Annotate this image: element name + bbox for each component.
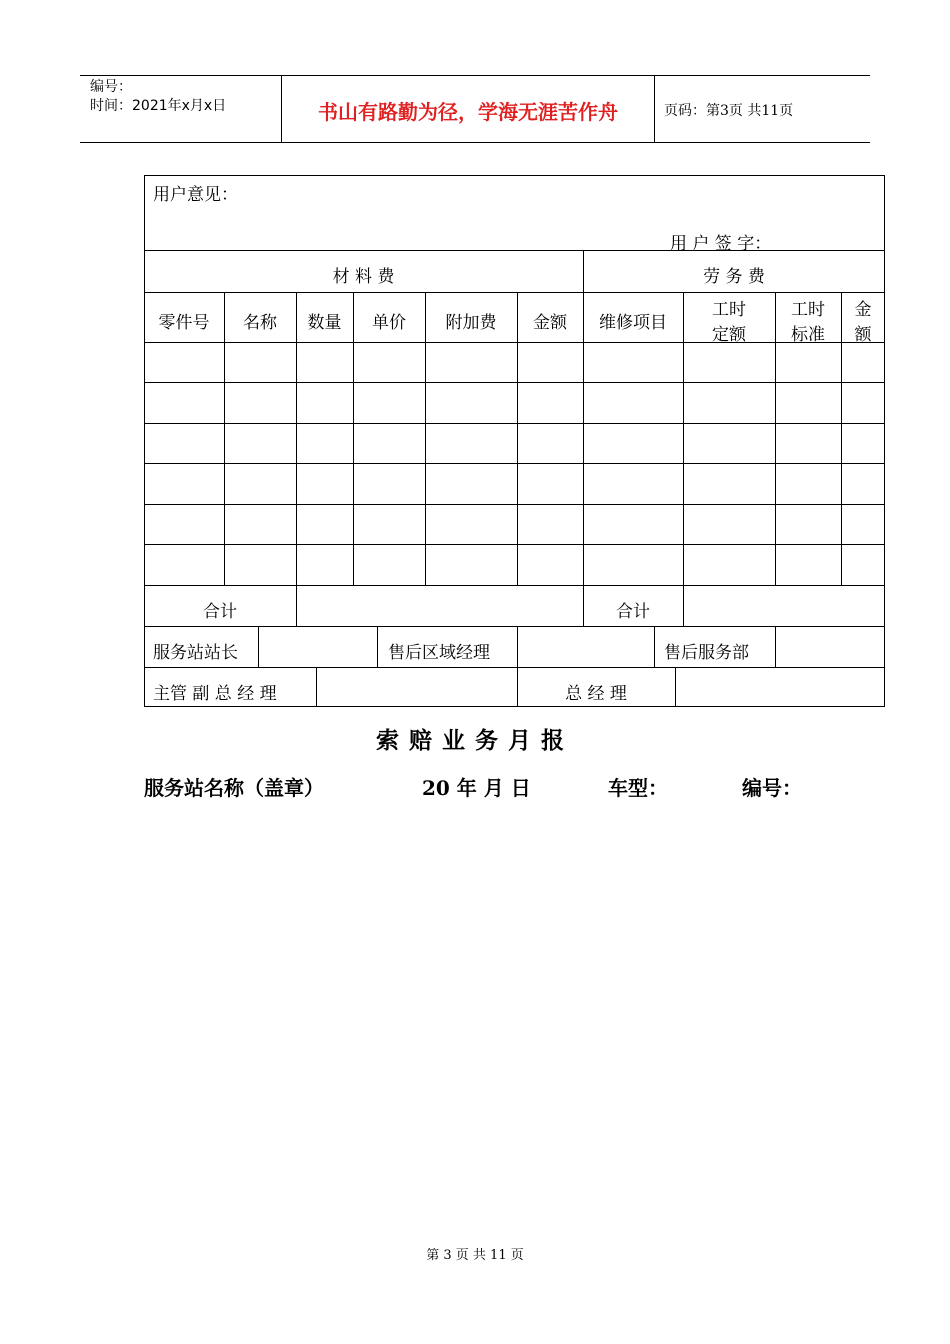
header-page-info: 页码：第3页 共11页 bbox=[664, 103, 794, 119]
subtotal-label-labor: 合计 bbox=[616, 602, 650, 622]
row-rule bbox=[144, 585, 885, 586]
row-rule bbox=[144, 544, 885, 545]
labor-fee-header: 劳 务 费 bbox=[703, 267, 765, 287]
user-signature-label: 用 户 签 字： bbox=[670, 234, 772, 254]
subtotal-label-material: 合计 bbox=[203, 602, 237, 622]
col-header-part-no: 零件号 bbox=[158, 313, 210, 333]
col-rule bbox=[224, 292, 225, 585]
row-rule bbox=[144, 382, 885, 383]
row-rule bbox=[144, 423, 885, 424]
station-name-label: 服务站名称（盖章） bbox=[144, 776, 324, 800]
col-header-quantity: 数量 bbox=[307, 313, 342, 333]
col-header-labor-standard-line1: 工时 bbox=[791, 300, 825, 320]
col-rule bbox=[775, 626, 776, 667]
header-motto: 书山有路勤为径，学海无涯苦作舟 bbox=[318, 100, 618, 124]
station-manager-label: 服务站站长 bbox=[153, 643, 238, 663]
report-number-label: 编号： bbox=[742, 776, 802, 800]
row-rule bbox=[144, 463, 885, 464]
regional-manager-label: 售后区域经理 bbox=[388, 643, 490, 663]
deputy-gm-label: 主管 副 总 经 理 bbox=[153, 684, 277, 704]
col-rule bbox=[258, 626, 259, 667]
col-header-labor-standard-line2: 标准 bbox=[791, 325, 825, 345]
header-bottom-rule bbox=[80, 142, 870, 143]
header-number-label: 编号： bbox=[90, 79, 132, 95]
col-header-name: 名称 bbox=[243, 313, 277, 333]
report-date-label: 20 年 月 日 bbox=[422, 776, 531, 800]
vehicle-type-label: 车型： bbox=[608, 776, 668, 800]
header-top-rule bbox=[80, 75, 870, 76]
gm-label: 总 经 理 bbox=[565, 684, 627, 704]
after-sales-dept-label: 售后服务部 bbox=[664, 643, 749, 663]
row-rule bbox=[144, 292, 885, 293]
col-rule bbox=[425, 292, 426, 585]
header-divider-2 bbox=[654, 75, 655, 142]
col-rule bbox=[654, 626, 655, 667]
col-header-surcharge: 附加费 bbox=[445, 313, 497, 333]
col-rule bbox=[353, 292, 354, 585]
claim-form-table bbox=[144, 175, 885, 707]
col-rule bbox=[675, 667, 676, 707]
col-header-unit-price: 单价 bbox=[372, 313, 406, 333]
col-rule bbox=[377, 626, 378, 667]
col-header-labor-amount-line1: 金 bbox=[854, 300, 872, 320]
footer-page-number: 第 3 页 共 11 页 bbox=[426, 1248, 524, 1263]
col-rule bbox=[296, 292, 297, 626]
material-fee-header: 材 料 费 bbox=[332, 267, 395, 287]
col-rule bbox=[583, 250, 584, 626]
row-rule bbox=[144, 504, 885, 505]
report-title: 索赔业务月报 bbox=[376, 727, 574, 754]
col-header-labor-amount-line2: 额 bbox=[854, 325, 872, 345]
col-header-amount: 金额 bbox=[533, 313, 567, 333]
row-rule bbox=[144, 626, 885, 627]
col-rule bbox=[316, 667, 317, 707]
header-time-label: 时间：2021年x月x日 bbox=[90, 98, 227, 114]
user-opinion-label: 用户意见： bbox=[153, 185, 238, 205]
col-rule bbox=[517, 292, 518, 585]
col-header-labor-quota-line1: 工时 bbox=[712, 300, 746, 320]
row-rule bbox=[144, 667, 885, 668]
header-meta bbox=[90, 78, 226, 116]
row-rule bbox=[144, 250, 885, 251]
col-header-repair-item: 维修项目 bbox=[599, 313, 667, 333]
col-header-labor-quota-line2: 定额 bbox=[712, 325, 746, 345]
